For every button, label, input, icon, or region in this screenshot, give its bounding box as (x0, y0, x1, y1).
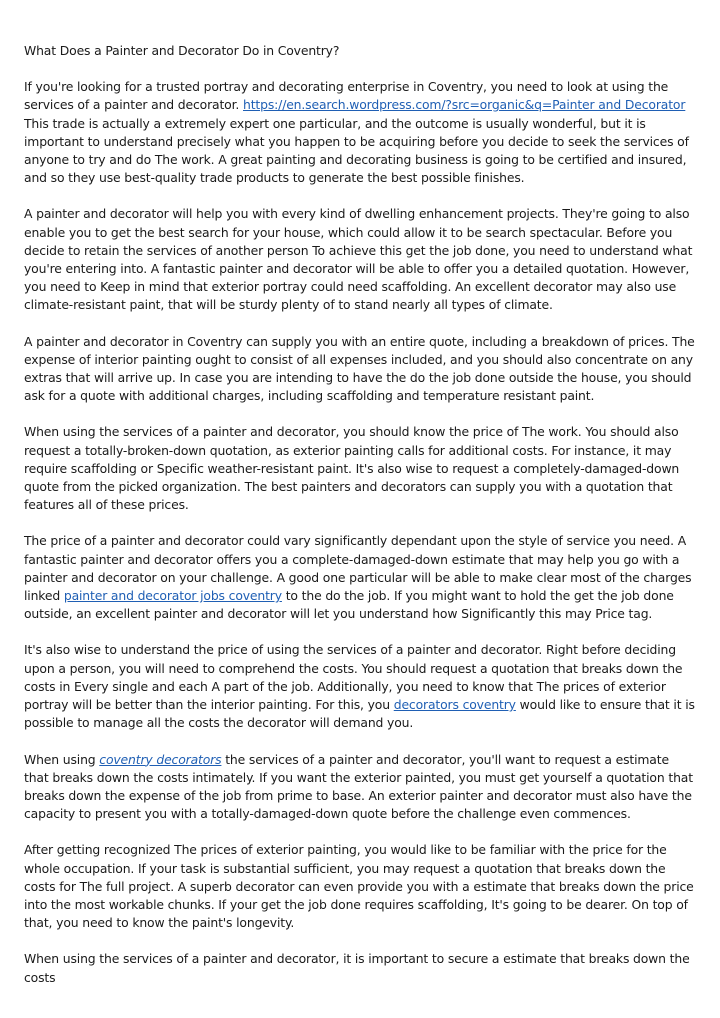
painter-decorator-jobs-link[interactable]: painter and decorator jobs coventry (63, 588, 282, 604)
paragraph-1-text-a: If you're looking for a trusted portray and decorating enterprise in Coventry, you need to look at using the services of a painter and decorator. (24, 79, 669, 113)
paragraph-3: A painter and decorator in Coventry can supply you with an entire quote, including a breakdown of prices. The expense of interior painting ought to consist of all expenses included, and you should also concentrate on any extras that will arrive up. In case you are intending to have the do the job done outside the house, you should ask for a quote with additional charges, including scaffolding and temperature resistant paint. (24, 333, 695, 404)
document-title: What Does a Painter and Decorator Do in Coventry? (24, 43, 340, 58)
paragraph-7-text-b: the services of a painter and decorator, you'll want to request a estimate that breaks down the costs intimately. If you want the exterior painted, you must get yourself a quotation that breaks down the expense of the job from prime to base. An exterior painter and decorator must also have the capacity to present you with a totally-damaged-down quote before the challenge even commences. (24, 751, 693, 822)
paragraph-5-text-a: The price of a painter and decorator could vary significantly dependant upon the style of service you need. A fantastic painter and decorator offers you a complete-damaged-down estimate that may help you go with a painter and decorator on your challenge. A good one particular will be able to make clear most of the charges linked (24, 533, 692, 604)
wordpress-search-link[interactable]: https://en.search.wordpress.com/?src=organic&q=Painter and Decorator (243, 97, 686, 113)
paragraph-1 (24, 78, 696, 187)
paragraph-7-text-a: When using (24, 751, 100, 767)
paragraph-6 (24, 641, 696, 732)
paragraph-6-text-b: would like to ensure that it is possible to manage all the costs the decorator will demand you. (24, 697, 695, 731)
paragraph-5-text-b: to the do the job. If you might want to hold the get the job done outside, an excellent painter and decorator will let you understand how Significantly this may Price tag. (24, 588, 674, 622)
paragraph-9: When using the services of a painter and decorator, it is important to secure a estimate that breaks down the costs (24, 951, 690, 985)
paragraph-5 (24, 532, 696, 623)
paragraph-6-text-a: It's also wise to understand the price of using the services of a painter and decorator. Right before deciding upon a person, you will need to comprehend the costs. You should request a quotation that breaks down the costs in Every single and each A part of the job. Additionally, you need to know that The prices of exterior portray will be better than the interior painting. For this, you (24, 642, 683, 713)
coventry-decorators-link[interactable]: coventry decorators (99, 751, 222, 767)
paragraph-1-text-b: This trade is actually a extremely expert one particular, and the outcome is usually wonderful, but it is important to understand precisely what you happen to be acquiring before you decide to seek the services of anyone to try and do The work. A great painting and decorating business is going to be certified and insured, and so they use best-quality trade products to generate the best possible finishes. (24, 115, 689, 186)
paragraph-7 (24, 751, 696, 824)
decorators-coventry-link[interactable]: decorators coventry (393, 697, 516, 713)
paragraph-8: After getting recognized The prices of exterior painting, you would like to be familiar with the price for the whole occupation. If your task is substantial sufficient, you may request a quotation that breaks down the costs for The full project. A superb decorator can even provide you with a estimate that breaks down the price into the most workable chunks. If your get the job done requires scaffolding, It's going to be dearer. On top of that, you need to know the paint's longevity. (24, 842, 694, 931)
paragraph-2: A painter and decorator will help you with every kind of dwelling enhancement projects. They're going to also enable you to get the best search for your house, which could allow it to be search spectacular. Before you decide to retain the services of another person To achieve this get the job done, you need to understand what you're entering into. A fantastic painter and decorator will be able to offer you a detailed quotation. However, you need to Keep in mind that exterior portray could need scaffolding. An excellent decorator may also use climate-resistant paint, that will be sturdy plenty of to stand nearly all types of climate. (24, 206, 693, 313)
paragraph-4: When using the services of a painter and decorator, you should know the price of The work. You should also request a totally-broken-down quotation, as exterior painting calls for additional costs. For instance, it may require scaffolding or Specific weather-resistant paint. It's also wise to request a completely-damaged-down quote from the picked organization. The best painters and decorators can supply you with a quotation that features all of these prices. (24, 424, 680, 513)
